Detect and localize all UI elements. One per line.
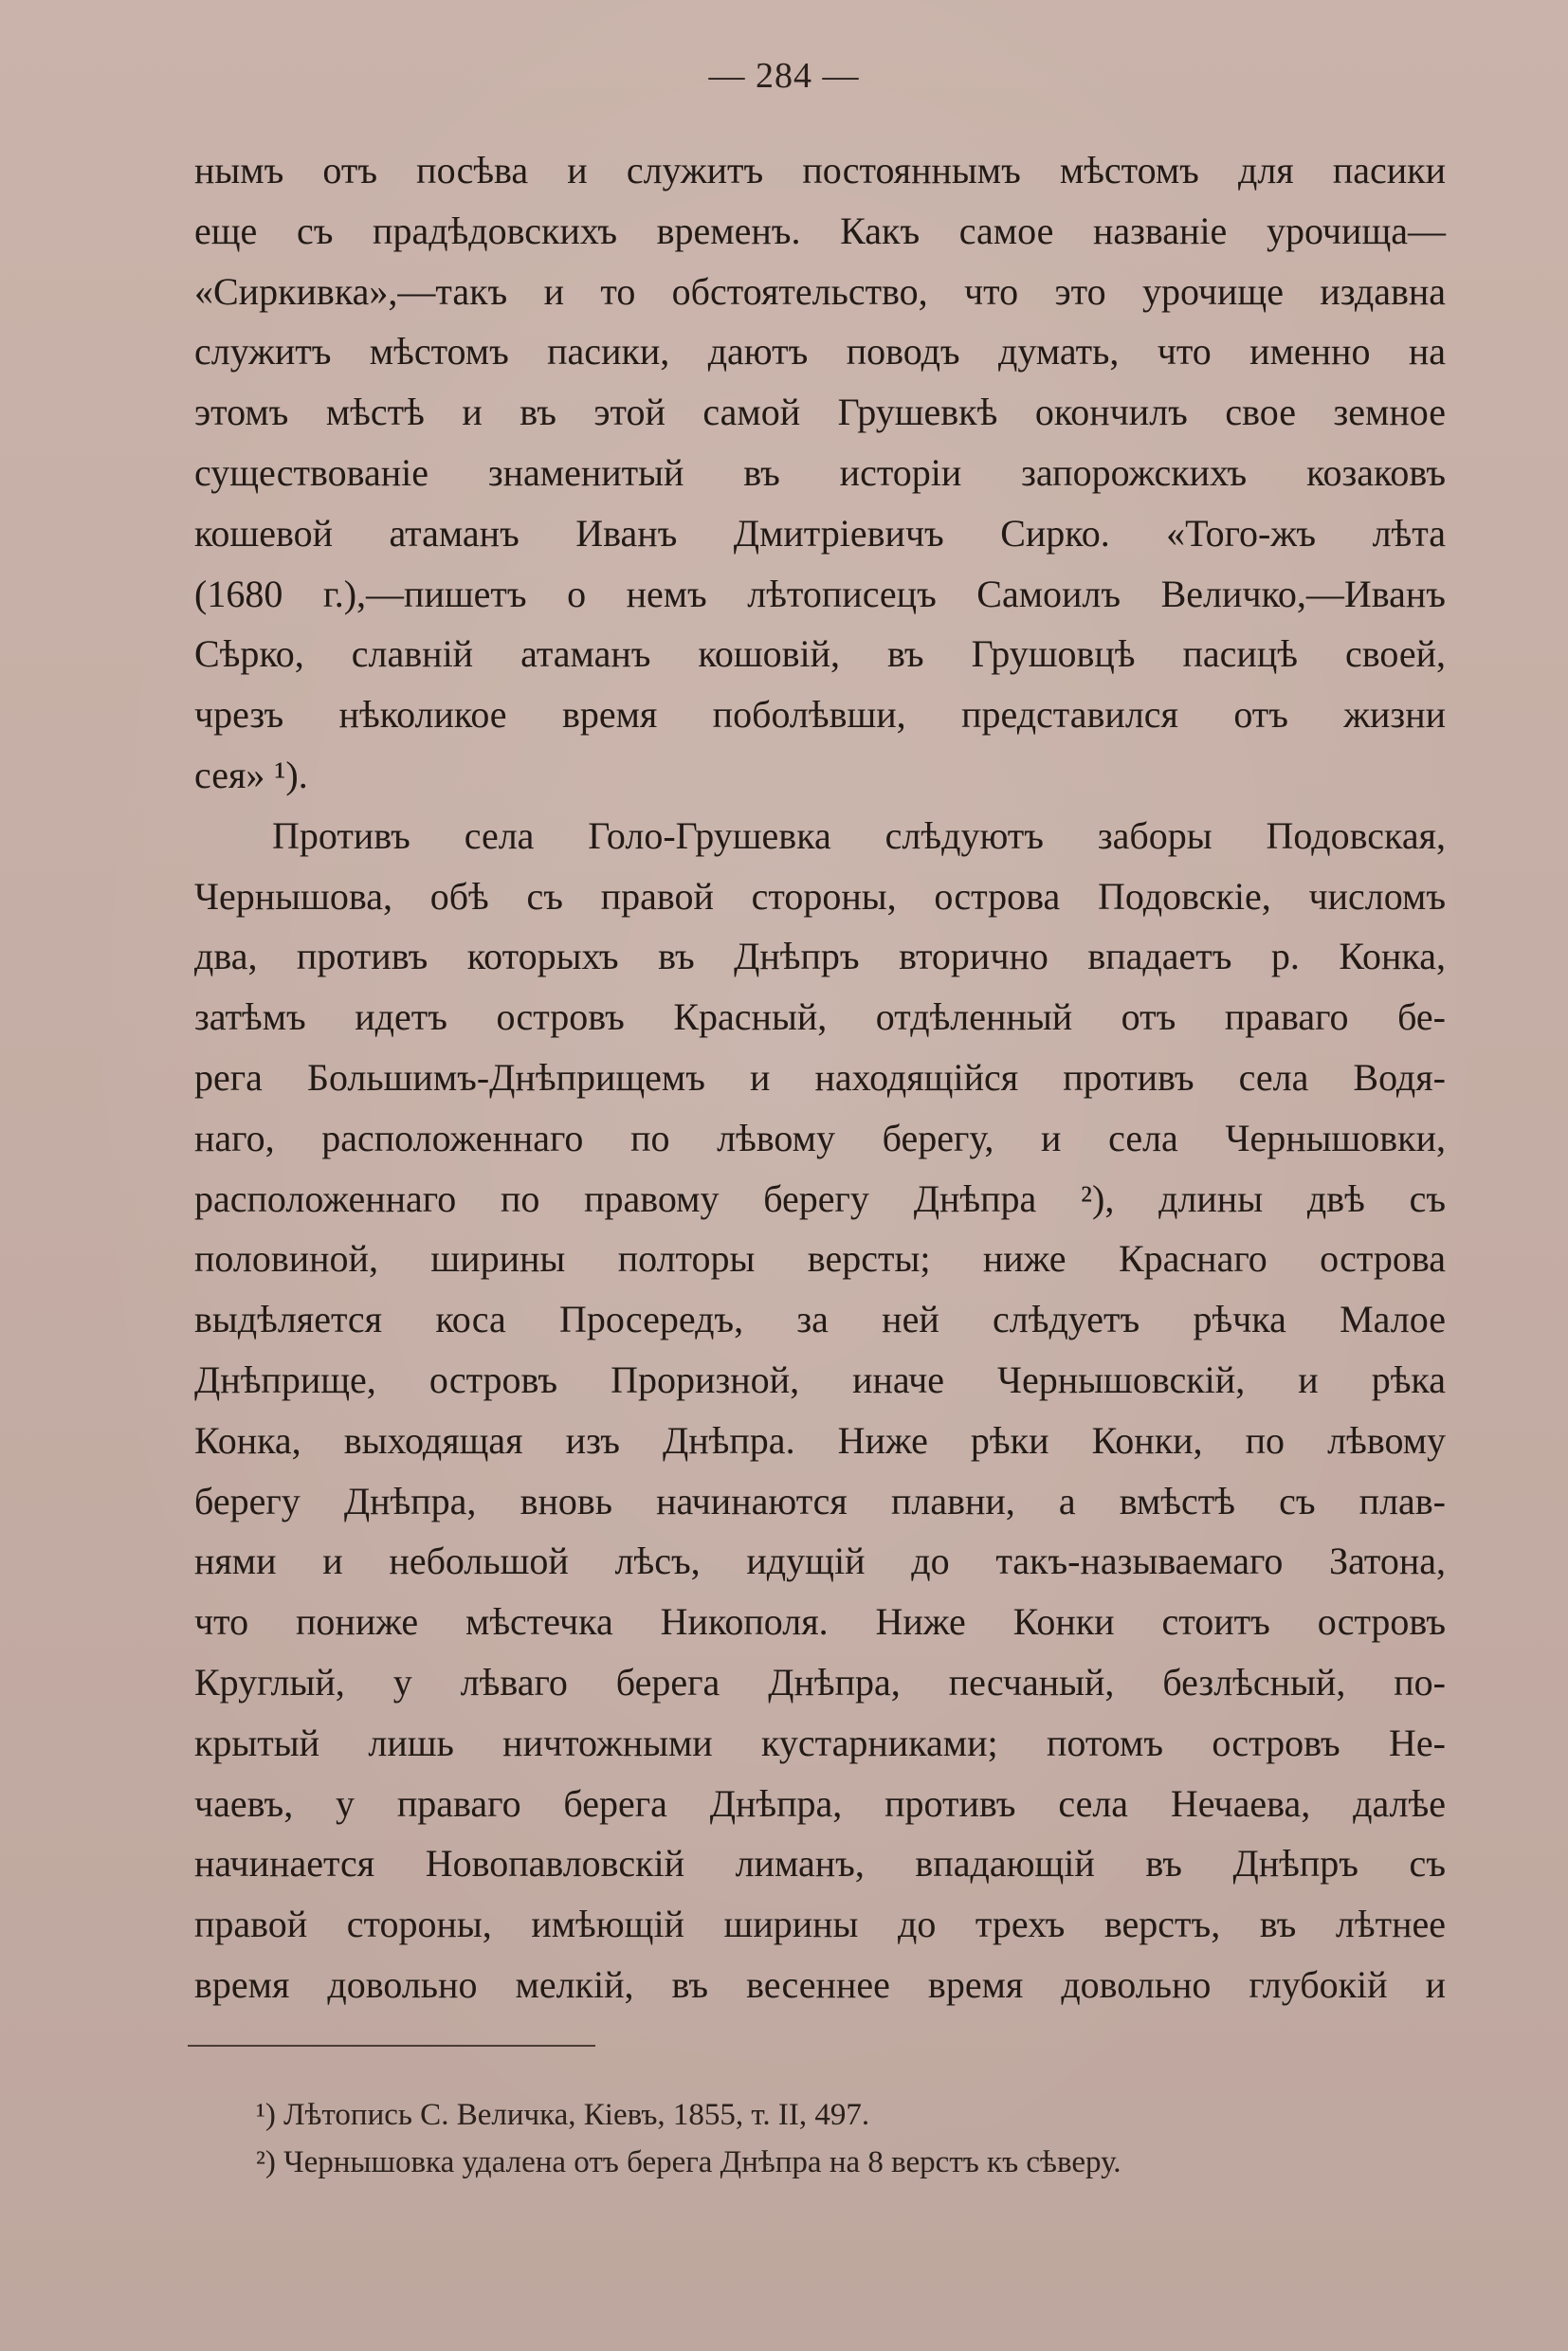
text-line: затѣмъ идетъ островъ Красный, отдѣленный отъ праваго бе- [194, 995, 1446, 1039]
text-line: еще съ прадѣдовскихъ временъ. Какъ самое названіе урочища— [194, 209, 1446, 252]
text-line: время довольно мелкій, въ весеннее время довольно глубокій и [194, 1962, 1446, 2006]
text-line: берегу Днѣпра, вновь начинаются плавни, а вмѣстѣ съ плав- [194, 1479, 1446, 1522]
text-line: крытый лишь ничтожными кустарниками; потомъ островъ Не- [194, 1721, 1446, 1764]
text-line: два, противъ которыхъ въ Днѣпръ вторично впадаетъ р. Конка, [194, 935, 1446, 978]
text-line: Сѣрко, славній атаманъ кошовій, въ Грушовцѣ пасицѣ своей, [194, 632, 1446, 676]
footnotes [256, 2091, 1450, 2186]
text-line: этомъ мѣстѣ и въ этой самой Грушевкѣ окончилъ свое земное [194, 391, 1446, 434]
text-line: Конка, выходящая изъ Днѣпра. Ниже рѣки Конки, по лѣвому [194, 1418, 1446, 1462]
text-line: нями и небольшой лѣсъ, идущій до такъ-называемаго Затона, [194, 1540, 1446, 1583]
text-line: Днѣприще, островъ Проризной, иначе Чернышовскій, и рѣка [194, 1358, 1446, 1401]
footnote: ¹) Лѣтопись С. Величка, Кіевъ, 1855, т. II, 497. [256, 2098, 870, 2132]
text-line: половиной, ширины полторы версты; ниже Краснаго острова [194, 1237, 1446, 1281]
paragraph-start-line: Противъ села Голо-Грушевка слѣдуютъ заборы Подовская, [272, 813, 1446, 857]
text-line: что пониже мѣстечка Никополя. Ниже Конки стоитъ островъ [194, 1600, 1446, 1644]
text-line: сея» ¹). [194, 753, 308, 796]
text-line: служитъ мѣстомъ пасики, даютъ поводъ думать, что именно на [194, 330, 1446, 374]
text-line: существованіе знаменитый въ исторіи запорожскихъ козаковъ [194, 450, 1446, 494]
text-line: выдѣляется коса Просередъ, за ней слѣдуетъ рѣчка Малое [194, 1298, 1446, 1341]
text-line: нымъ отъ посѣва и служитъ постояннымъ мѣстомъ для пасики [194, 149, 1446, 191]
text-line: кошевой атаманъ Иванъ Дмитріевичъ Сирко. «Того-жъ лѣта [194, 511, 1446, 555]
text-line: «Сиркивка»,—такъ и то обстоятельство, что это урочище издавна [194, 269, 1446, 313]
text-line: правой стороны, имѣющій ширины до трехъ верстъ, въ лѣтнее [194, 1903, 1446, 1946]
text-line: чаевъ, у праваго берега Днѣпра, противъ села Нечаева, далѣе [194, 1781, 1446, 1825]
footnote: ²) Чернышовка удалена отъ берега Днѣпра на 8 верстъ къ сѣверу. [256, 2145, 1121, 2179]
text-line: наго, расположеннаго по лѣвому берегу, и села Чернышовки, [194, 1116, 1446, 1159]
main-text [194, 140, 1446, 2015]
footnote-divider [188, 2045, 595, 2047]
text-line: (1680 г.),—пишетъ о немъ лѣтописецъ Самоилъ Величко,—Иванъ [194, 572, 1446, 615]
text-line: Чернышова, обѣ съ правой стороны, острова Подовскіе, числомъ [194, 874, 1446, 918]
text-line: Круглый, у лѣваго берега Днѣпра, песчаный, безлѣсный, по- [194, 1660, 1446, 1704]
text-line: рега Большимъ-Днѣприщемъ и находящійся противъ села Водя- [194, 1055, 1446, 1099]
page-number: — 284 — [708, 56, 860, 96]
text-line: чрезъ нѣколикое время поболѣвши, представился отъ жизни [194, 693, 1446, 737]
text-line: начинается Новопавловскій лиманъ, впадающій въ Днѣпръ съ [194, 1842, 1446, 1886]
text-line: расположеннаго по правому берегу Днѣпра ²), длины двѣ съ [194, 1176, 1446, 1220]
